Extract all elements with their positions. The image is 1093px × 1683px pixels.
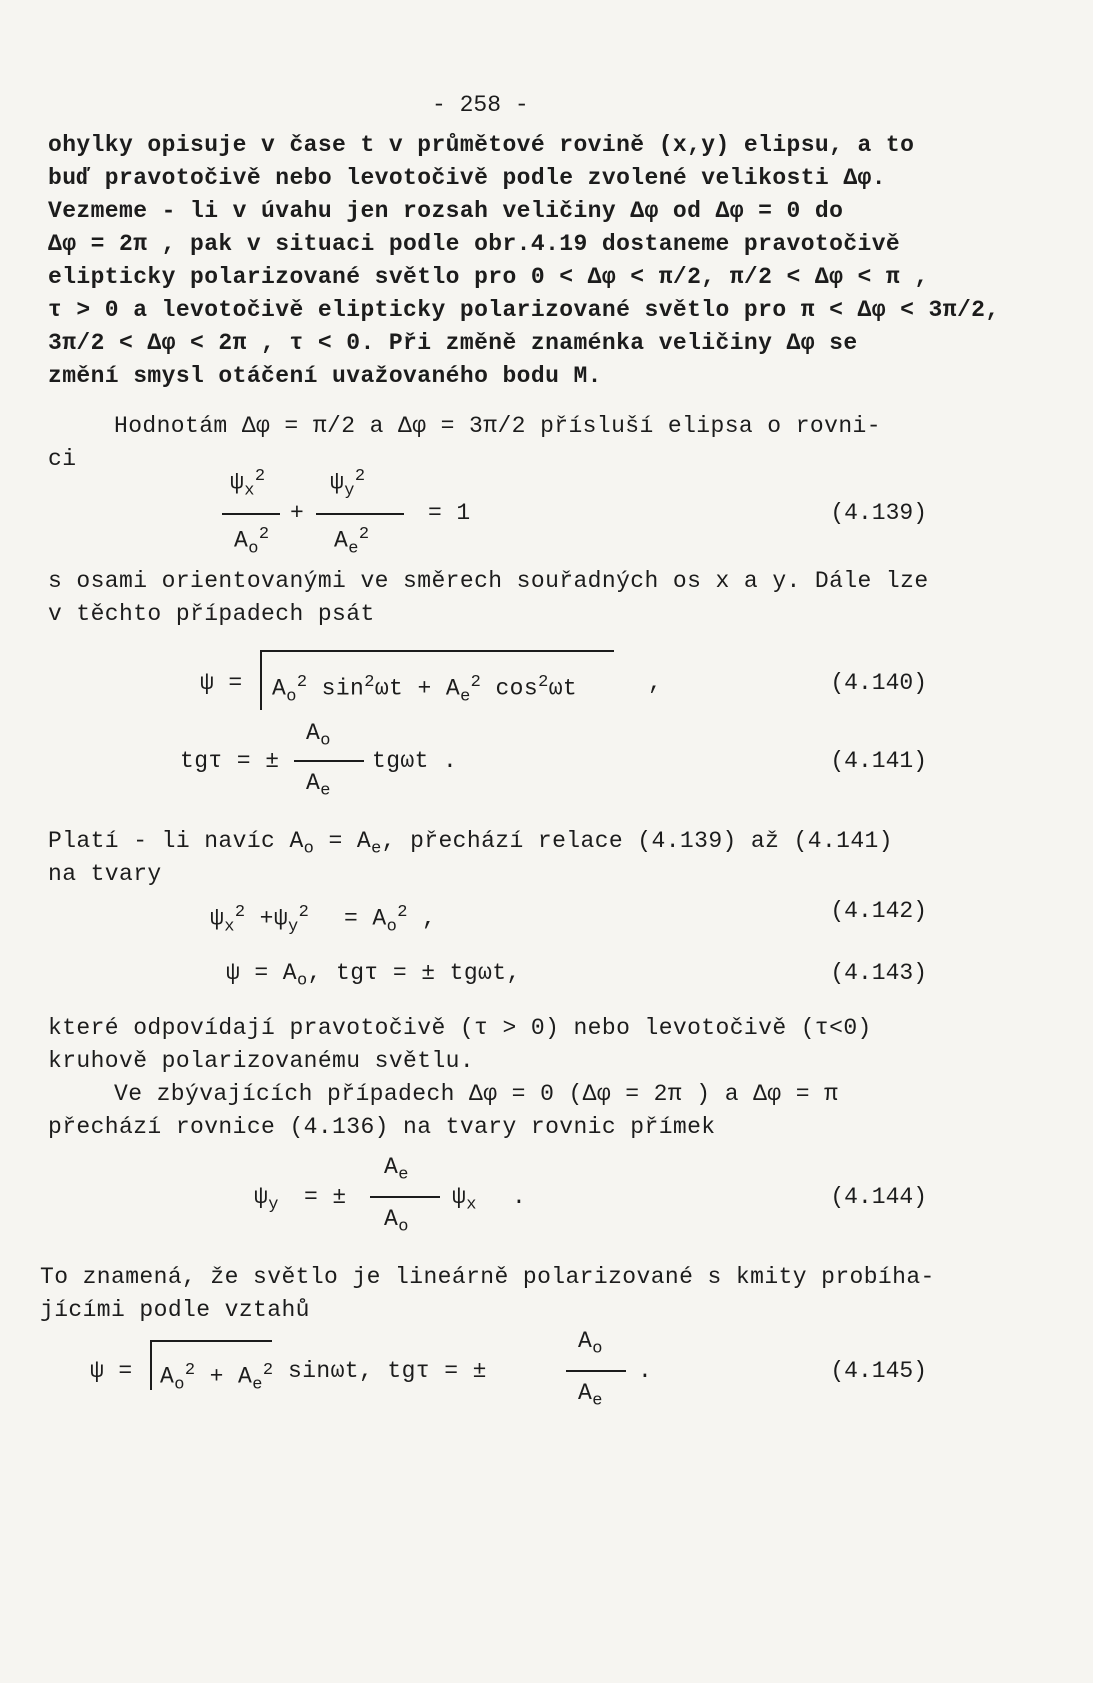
text-line: přechází rovnice (4.136) na tvary rovnic přímek (48, 1114, 716, 1140)
sqrt-symbol (260, 650, 262, 710)
equation-label: (4.140) (830, 670, 927, 696)
eq-denominator: $A_e$ (578, 1380, 603, 1411)
dot: . (638, 1358, 653, 1384)
sqrt-overline (150, 1340, 272, 1342)
text-line: v těchto případech psát (48, 601, 375, 627)
text-line: na tvary (48, 861, 162, 887)
eq-denominator: $A_o$ (384, 1206, 409, 1237)
page-number: - 258 - (432, 92, 529, 118)
eq-denominator: $A_o^2$ (234, 525, 270, 559)
eq-numerator: $A_o$ (578, 1328, 603, 1359)
dot: . (512, 1184, 527, 1210)
eq-body: $A_o^2$ $\sin^2\omega t + A_e^2$ $\cos^2\omega t$ (272, 673, 578, 707)
text-line: ci (48, 446, 77, 472)
eq-operator: = ± (304, 1184, 347, 1210)
eq-numerator: $A_o$ (306, 720, 331, 751)
text-line: Hodnotám Δφ = π/2 a Δφ = 3π/2 přísluší elipsa o rovni- (114, 413, 881, 439)
text-line: To znamená, že světlo je lineárně polarizované s kmity probíha- (40, 1264, 935, 1290)
eq-numerator: $\psi_y^2$ (330, 467, 366, 501)
plus-sign: + (290, 500, 305, 526)
fraction-bar (316, 513, 404, 515)
sqrt-symbol (150, 1340, 152, 1390)
equation-label: (4.145) (830, 1358, 927, 1384)
eq-rhs: $\psi_x$ (452, 1184, 477, 1215)
eq-lhs: tgτ = ± (180, 748, 280, 774)
eq-body: $\psi_x^2 +\psi_y^2$ (210, 903, 310, 937)
text-line: τ > 0 a levotočivě elipticky polarizované světlo pro π < Δφ < 3π/2, (48, 297, 1000, 323)
sqrt-overline (260, 650, 614, 652)
fraction-bar (370, 1196, 440, 1198)
text-line: Vezmeme - li v úvahu jen rozsah veličiny Δφ od Δφ = 0 do (48, 198, 844, 224)
eq-numerator: $A_e$ (384, 1154, 409, 1185)
eq-lhs: ψ = (200, 670, 243, 696)
eq-radicand: $A_o^2 + A_e^2$ (160, 1361, 274, 1395)
fraction-bar (566, 1370, 626, 1372)
eq-lhs: ψ = (90, 1358, 133, 1384)
equation-label: (4.139) (830, 500, 927, 526)
equation-label: (4.144) (830, 1184, 927, 1210)
equation-label: (4.143) (830, 960, 927, 986)
text-line: jícími podle vztahů (40, 1297, 310, 1323)
eq-denominator: $A_e$ (306, 770, 331, 801)
eq-numerator: $\psi_x^2$ (230, 467, 266, 501)
text-line: Platí - li navíc $A_o = A_e$, přechází relace (4.139) až (4.141) (48, 828, 893, 859)
equation-label: (4.142) (830, 898, 927, 924)
text-line: buď pravotočivě nebo levotočivě podle zvolené velikosti Δφ. (48, 165, 886, 191)
comma: , (648, 670, 663, 696)
eq-lhs: $\psi_y$ (254, 1184, 279, 1215)
eq-rhs: = 1 (428, 500, 471, 526)
text-line: elipticky polarizované světlo pro 0 < Δφ < π/2, π/2 < Δφ < π , (48, 264, 929, 290)
text-line: ohylky opisuje v čase t v průmětové rovině (x,y) elipsu, a to (48, 132, 915, 158)
text-line: Ve zbývajících případech Δφ = 0 (Δφ = 2π ) a Δφ = π (114, 1081, 839, 1107)
equation-label: (4.141) (830, 748, 927, 774)
eq-denominator: $A_e^2$ (334, 525, 370, 559)
text-line: Δφ = 2π , pak v situaci podle obr.4.19 dostaneme pravotočivě (48, 231, 901, 257)
eq-rhs: tgωt . (372, 748, 458, 774)
fraction-bar (294, 760, 364, 762)
text-line: 3π/2 < Δφ < 2π , τ < 0. Při změně znaménka veličiny Δφ se (48, 330, 858, 356)
fraction-bar (222, 513, 280, 515)
text-line: změní smysl otáčení uvažovaného bodu M. (48, 363, 602, 389)
text-line: s osami orientovanými ve směrech souřadných os x a y. Dále lze (48, 568, 929, 594)
eq-rhs: = $A_o^2$ , (344, 903, 437, 937)
eq-body: $\psi = A_o$, tgτ = ± tgωt, (226, 960, 521, 991)
text-line: kruhově polarizovanému světlu. (48, 1048, 475, 1074)
text-line: které odpovídají pravotočivě (τ > 0) nebo levotočivě (τ<0) (48, 1015, 872, 1041)
eq-body: sinωt, tgτ = ± (288, 1358, 487, 1384)
